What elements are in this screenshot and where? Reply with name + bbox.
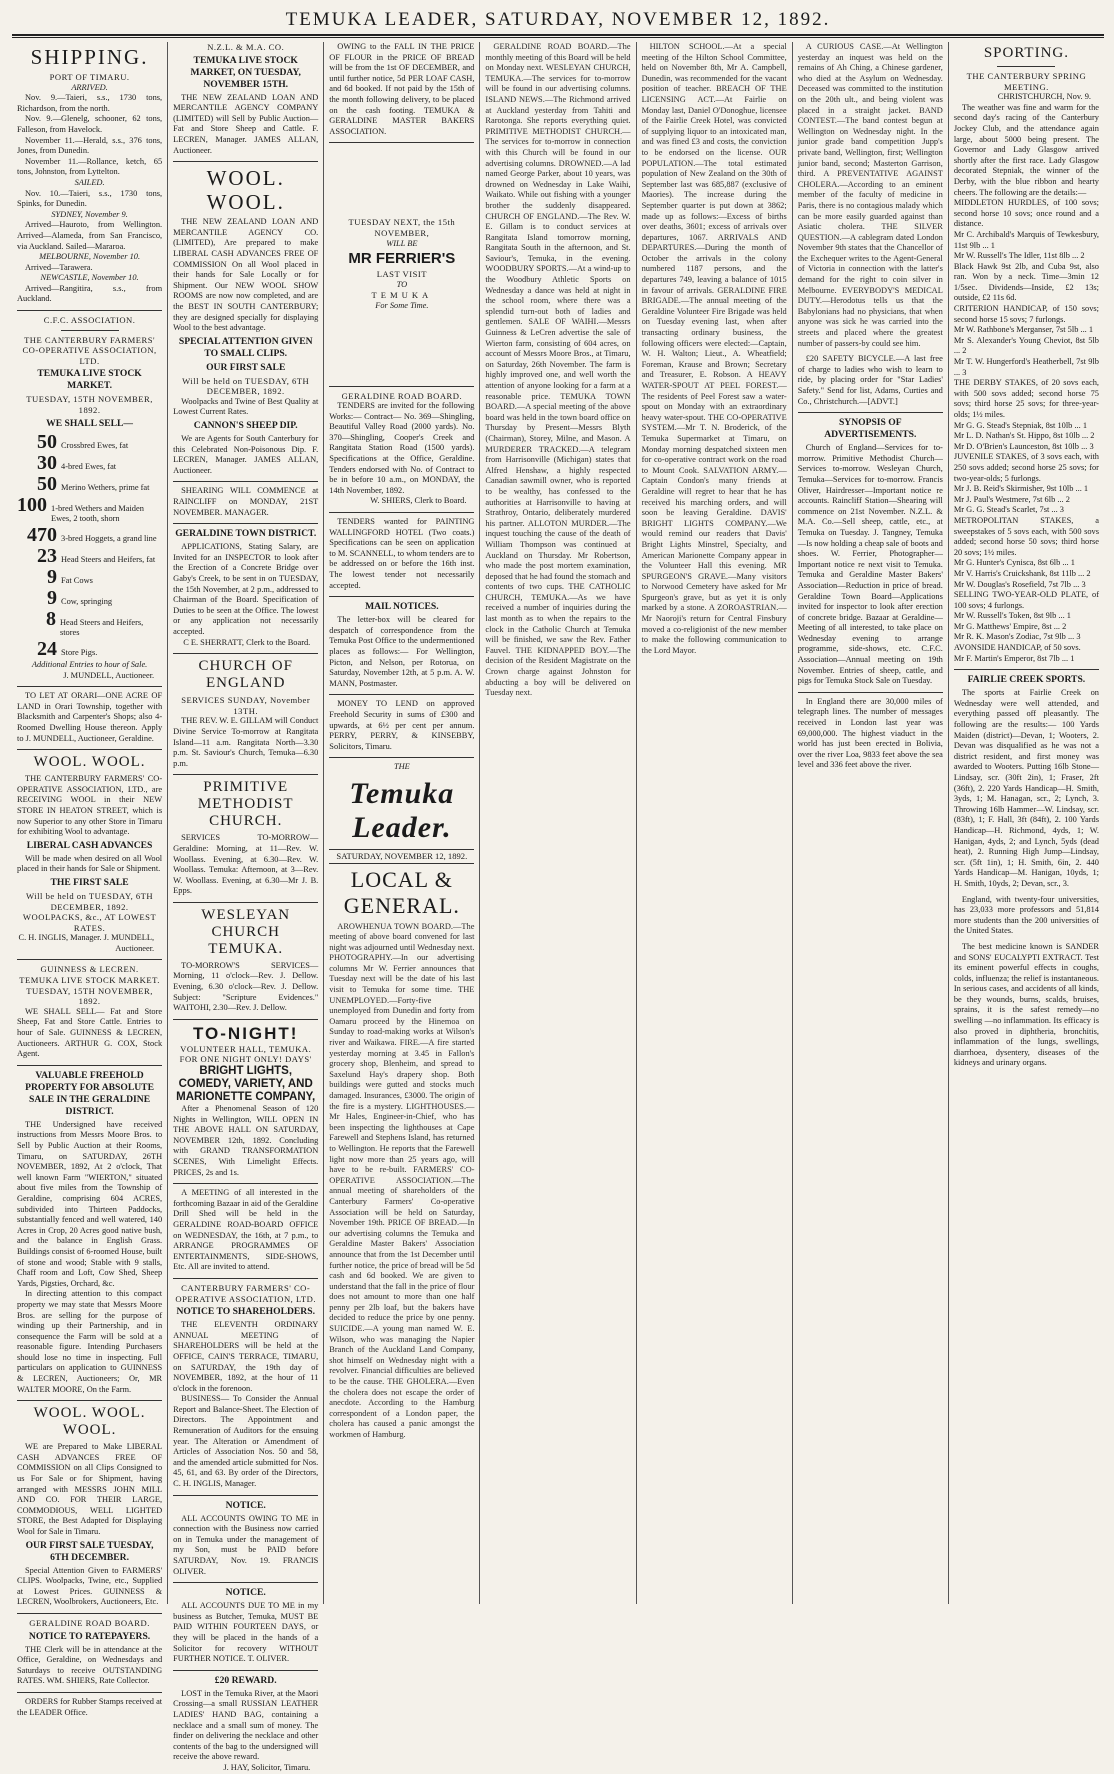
church-heading: CHURCH OF ENGLAND [198,658,293,692]
divider [17,749,162,750]
newspaper-nameplate: Temuka Leader. [349,776,455,844]
race-line: Mr C. Archibald's Marquis of Tewkesbury, 11st 9lb ... 1 [953,229,1099,250]
tonight-heading: TO-NIGHT! [192,1023,299,1043]
nzl-heading: N.Z.L. & M.A. CO. [207,42,285,52]
additional-entries: Additional Entries to hour of Sale. [31,660,148,669]
port-heading: PORT OF TIMARU. [49,72,130,82]
sale-quantity: 9 [47,565,57,588]
divider [329,694,474,695]
bicycle-ad: £20 SAFETY BICYCLE.—A last free of charge to ladies who wish to learn to ride, by placing order for "Star Ladies' Safety." Send for list, Adams, Curties and Co., Christchurch.—[ADVT.] [797,354,943,406]
divider [173,161,318,162]
tenders-text: TENDERS are invited for the following Works:— Contract— No. 369—Shingling, Beautiful Valley Road (2000 yards). No. 370—Shingling, Cooper's Creek and Rangitata Station Road (1500 yards). Specifications at the Office, Geraldine. Tenders endorsed with No. of Contract to be in before 10 a.m., on MONDAY, the 14th November, 1892. [329,401,475,495]
ferrier-date: TUESDAY NEXT, the 15th NOVEMBER, [348,217,456,238]
race-results [954,198,1099,664]
sale-description: Crossbred Ewes, fat [61,440,129,450]
sale-description: 1-bred Wethers and Maiden Ewes, 2 tooth, shorn [51,503,144,524]
freehold-text-2: In directing attention to this compact property we may state that Messrs Moore Bros. are selling for the purpose of winding up their Partnership, and in consequence the Farm will be sold at a reasonable figure. Intending Purchasers should lose no time in inspecting. Full particulars on application to GUINNESS & LECREN, Auctioneers; Or, MR WALTER MOORE, On the Farm. [17,1289,163,1394]
race-line: CRITERION HANDICAP, of 150 sovs; second horse 15 sovs; 7 furlongs. [953,304,1099,324]
sporting-heading: SPORTING. [983,45,1070,61]
synopsis-heading: SYNOPSIS OF ADVERTISEMENTS. [824,417,917,441]
cfc-heading: CANTERBURY FARMERS' CO-OPERATIVE ASSOCIATION, LTD. [175,1282,317,1304]
bright-lights-text: After a Phenomenal Season of 120 Nights in Wellington, WILL OPEN IN THE ABOVE HALL ON SATURDAY, NOVEMBER 12th, 1892. Concluding with GRAND TRANSFORMATION SCENES, With Limelight Effects. PRICES, 2s and 1s. [173,1104,319,1177]
tonight-hall: VOLUNTEER HALL, TEMUKA. FOR ONE NIGHT ONLY! DAYS' [179,1043,312,1065]
road-board-heading: GERALDINE ROAD BOARD. [29,1617,150,1628]
divider [17,1065,162,1066]
painting-tender: TENDERS wanted for PAINTING WALLINGFORD HOTEL (Two coats.) Specifications can be seen on application to M. SCANNELL, to whom tenders are to be addressed on or before the 16th inst. The lowest tender not necessarily accepted. [329,517,475,590]
bright-lights-heading: BRIGHT LIGHTS, COMEDY, VARIETY, AND MARIONETTE COMPANY, [176,1065,316,1104]
column-6 [793,42,949,1604]
sale-item [17,639,162,660]
race-line: AVONSIDE HANDICAP, of 50 sovs. [953,643,1081,653]
columns-container [12,42,1104,1772]
spacer [329,147,474,217]
page-masthead: TEMUKA LEADER, SATURDAY, NOVEMBER 12, 1892. [285,9,831,30]
news-body: GERALDINE ROAD BOARD.—The monthly meeting of this Board will be held on Monday next. WESLEYAN CHURCH, TEMUKA.—The services for to-morrow will be found in our advertising columns. ISLAND NEWS.—The Richmond arrived at Auckland yesterday from Tahiti and Rarotonga. She reports everything quiet. PRIMITIVE METHODIST CHURCH.—The services for to-morrow in connection with this Church will be found in our advertising columns. DROWNED.—A lad named George Parker, about 10 years, was drowned on Wednesday in Lake Waihi, Waikato. While out fishing with a younger brother the suddenly disappeared. CHURCH OF ENGLAND.—The Rev. W. E. Gillam is to conduct services at Rangitata Island tomorrow morning, Rangitata South in the afternoon, and St. Saviour's, Temuka, in the evening. WOODBURY SPORTS.—At a wind-up to the Woodbury Athletic Sports on Wednesday a dance was held at night in the school room, where there was a splendid turn-out both of ladies and gentlemen. SALE OF WAIHI.—Messrs Guinness & LeCren advertise the sale of Wierton farm, consisting of 604 acres, on account of Messrs Moore Bros., at Timaru, on Saturday, 26th November. The farm is highly improved one, and well worth the attention of anyone looking for a farm at a reasonable price. TEMUKA TOWN BOARD.—A special meeting of the above board was held in the town board office on Thursday by Present—Messrs Blyth (Chairman), Storey, Milne, and Mason. A MURDERER TRACKED.—A telegram from Harrisonville (Michigan) states that Alfred Henshaw, a highly respected Canadian sawmill owner, who is reported to be wealthy, has confessed to the authorities at Harrisonville to having at Strathroy, Ontario, deliberately murdered his partner. ALLOTON MURDER.—The inquest touching the cause of the death of William Thompson was continued at Auckland on Thursday. Mr Robertson, who made the post mortem examination, deposed that he had found the stomach and contents of two cups. THE CATHOLIC CHURCH, TEMUKA.—As we have received a number of inquiries during the last month as to when the repairs to the clock in the Catholic Church at Temuka will be finished, we saw the Rev. Father Fauvel. THE KIDNAPPED BOY.—The decision of the Resident Magistrate on the Crown charge against Johnston for abducting a boy will be delivered on Tuesday next. [485,42,631,698]
ferrier-temuka: TEMUKA [371,290,433,301]
divider [798,412,943,413]
our-first-date: Will be held on TUESDAY, 6TH DECEMBER, 1892. [182,375,310,397]
sale-description: Merino Wethers, prime fat [61,482,150,492]
race-line: METROPOLITAN STAKES, a sweepstakes of 5 sovs each, with 500 sovs added; second horse 50 sovs; third horse 20 sovs; 1½ miles. [953,515,1099,557]
cfc-name: THE CANTERBURY FARMERS' CO-OPERATIVE ASSOCIATION, LTD. [22,334,157,366]
wool-heading: WOOL. WOOL. [33,754,146,771]
race-line: Mr L. D. Nathan's St. Hippo, 8st 10lb ... 2 [953,431,1095,441]
divider [329,596,474,597]
sale-description: 4-bred Ewes, fat [61,461,117,471]
money-ad: MONEY TO LEND on approved Freehold Security in sums of £300 and upwards, at 6½ per cent per annum. PERRY, PERRY, & KINSEBBY, Solicitors, Timaru. [329,699,475,751]
race-line: Mr W. Douglas's Rosefield, 7st 7lb ... 3 [953,579,1086,589]
our-first-sale: OUR FIRST SALE [206,361,286,373]
column-1 [12,42,168,1717]
sale-description: 3-bred Hoggets, a grand line [61,533,157,543]
divider [17,686,162,687]
newcastle-dateline: NEWCASTLE, November 10. [40,273,139,283]
wool2-heading: WOOL. WOOL. WOOL. [33,1405,146,1439]
arrival-item: Nov. 9.—Taieri, s.s., 1730 tons, Richardson, from the north. [17,93,163,113]
divider [954,669,1099,670]
reward-heading: £20 REWARD. [214,1674,277,1686]
divider [173,1495,318,1496]
arrived-label: ARRIVED. [71,82,108,92]
wool2-text: WE are Prepared to Make LIBERAL CASH ADVANCES FREE OF COMMISSION on all Clips Consigned to us For Sale or for Shipment, having arranged with MESSRS JOHN MILL AND CO. FOR THEIR LARGE, COMMODIOUS, WELL LIGHTED STORE, the Best Adapted for Displaying Wool for Sale in Timaru. [17,1442,163,1536]
divider [17,1692,162,1693]
will-be: WILL BE [386,238,418,248]
ratepayers-text: THE Clerk will be in attendance at the Office, Geraldine, on Wednesdays and Saturdays to receive OUTSTANDING RATES. WM. SHIERS, Rate Collector. [17,1644,163,1686]
notice-heading: NOTICE. [225,1499,266,1511]
spacer [329,312,474,382]
freehold-heading: VALUABLE FREEHOLD PROPERTY FOR ABSOLUTE SALE IN THE GERALDINE DISTRICT. [25,1069,154,1117]
sailed-label: SAILED. [74,177,105,187]
liberal-heading: LIBERAL CASH ADVANCES [26,839,153,851]
divider [173,653,318,654]
freehold-text: THE Undersigned have received instructions from Messrs Moore Bros. to Sell by Public Auction at their Rooms, Timaru, on SATURDAY, 26TH NOVEMBER, 1892, At 2 o'clock, That well known Farm "WIERTON," situated about five miles from the Township of Geraldine, comprising 604 ACRES, subdivided into Thirteen Paddocks, substantially fenced and well watered, 140 Acres in Crop, 20 Acres good native bush, and the balance in English Grass. Buildings consist of 6-roomed House, built of stone and wood; Stable with 9 stalls, Chaff room and Loft, Cow Shed, Sheep Yards, Pigsties, Orchard, &c. [17,1119,163,1288]
divider [17,959,162,960]
ferrier-to: TO [396,279,408,289]
divider [329,142,474,143]
will-sell: WE SHALL SELL— [46,417,134,429]
cannon-text: We are Agents for South Canterbury for this Celebrated Non-Poisonous Dip. F. LECREN, Manager. JAMES ALLAN, Auctioneer. [173,434,319,475]
notice2-text: ALL ACCOUNTS DUE TO ME in my business as Butcher, Temuka, MUST BE PAID WITHIN FOURTEEN DAYS, or they will be placed in the hands of a Solicitor for recovery WITHOUT FURTHER NOTICE. T. OLIVER. [173,1601,319,1664]
sale-quantity: 8 [45,607,56,630]
divider [329,386,474,387]
our-first-text: Special Attention Given to FARMERS' CLIPS. Woolpacks, Twine, etc., Supplied at Lowest Prices. GUINNESS & LECREN, Woolbrokers, Auctioneers, Etc. [17,1565,163,1607]
race-line: Mr W. Russell's Token, 8st 9lb ... 1 [953,611,1071,621]
race-line: Mr J. Paul's Westmere, 7st 6lb ... 2 [953,494,1070,504]
shearing-ad: SHEARING WILL COMMENCE at RAINCLIFF on MONDAY, 21ST NOVEMBER. MANAGER. [173,486,319,517]
sale-item [17,546,162,567]
sailed-item: Nov. 10.—Taieri, s.s., 1730 tons, Spinks, for Dunedin. [17,188,163,209]
divider [798,692,943,693]
divider [173,481,318,482]
sydney-dateline: SYDNEY, November 9. [51,209,128,219]
sale-description: Cow, springing [61,596,113,606]
special-attention: SPECIAL ATTENTION GIVEN TO SMALL CLIPS. [178,335,313,359]
sale-list [17,432,162,660]
our-first-sale: OUR FIRST SALE TUESDAY, 6TH DECEMBER. [25,1539,154,1563]
divider [173,1019,318,1020]
sydney-text: Arrived—Hauroto, from Wellington. Arrived—Alameda, from San Francisco, via Auckland. Sailed—Mararoa. [17,220,163,251]
column-4 [480,42,636,1604]
race-line: Mr S. Alexander's Young Cheviot, 8st 5lb ... 2 [953,335,1099,356]
divider [17,310,162,311]
woolpacks-line: WOOLPACKS, &c., AT LOWEST RATES. [22,912,157,933]
divider [329,757,474,758]
telegraph-text: In England there are 30,000 miles of telegraph lines. The number of messages received in London last year was 69,000,000. The highest viaduct in the world has just been erected in Bolivia, over the river Loa, 9833 feet above the sea level and 336 feet above the river. [797,696,943,770]
rubber-stamps-ad: ORDERS for Rubber Stamps received at the LEADER Office. [17,1696,163,1717]
sale-quantity: 9 [47,586,57,609]
race-line: Mr W. Rathbone's Merganser, 7st 5lb ... 1 [953,325,1094,335]
road-board-heading: GERALDINE ROAD BOARD. [341,390,463,401]
race-line: Mr V. Harris's Cruickshank, 8st 11lb ... 2 [953,568,1091,578]
sherratt-signature: C E. SHERRATT, Clerk to the Board. [183,637,311,647]
nameplate-the: THE [393,762,410,772]
column-3 [324,42,480,1604]
issue-dateline: SATURDAY, NOVEMBER 12, 1892. [329,849,474,864]
sale-item [17,525,162,546]
arrival-item: Nov. 9.—Glenelg, schooner, 62 tons, Falleson, from Havelock. [17,114,163,134]
spring-meeting-heading: THE CANTERBURY SPRING MEETING. [966,71,1087,92]
nzl-text: THE NEW ZEALAND LOAN AND MERCANTILE AGENCY COMPANY (LIMITED) will Sell by Public Auction— Fat and Store Sheep and Cattle. F. LECREN, Manager. JAMES ALLAN, Auctioneer. [173,92,319,155]
shiers-signature: W. SHIERS, Clerk to Board. [370,496,467,506]
local-general-heading: LOCAL & GENERAL. [343,866,460,918]
sale-description: Head Steers and Heifers, stores [59,617,144,638]
sale-quantity: 470 [27,523,57,546]
sale-quantity: 50 [37,472,57,495]
liberal-text: Will be made when desired on all Wool placed in their hands for Sale or Shipment. [17,853,163,874]
primitive-text: SERVICES TO-MORROW— Geraldine: Morning, at 11—Rev. W. Woollass. Evening, at 6.30—Rev. W. Woollass. Temuka: Afternoon, at 3—Rev. W. Woollass. Evening, at 6.30—Mr J. B. Epps. [173,833,319,896]
race-line: SELLING TWO-YEAR-OLD PLATE, of 100 sovs; 4 furlongs. [953,590,1099,610]
sale-description: Fat Cows [61,575,93,585]
divider [173,1670,318,1671]
church-text: THE REV. W. E. GILLAM will Conduct Divine Service To-morrow at Rangitata Island—11 a.m. Rangitata North—3.30 p.m. St. Saviour's Church, Temuka—6.30 p.m. [173,716,319,768]
fairlie-heading: FAIRLIE CREEK SPORTS. [967,674,1086,686]
race-line: Mr W. Russell's The Idler, 11st 8lb ... 2 [953,251,1085,261]
column-2 [168,42,324,1772]
inglis-signature: C. H. INGLIS, Manager. J. MUNDELL, Auctioneer. [18,933,155,953]
race-line: Mr G. Hunter's Cynisca, 8st 6lb ... 1 [953,558,1075,568]
race-line: Mr R. K. Mason's Zodiac, 7st 9lb ... 3 [953,632,1081,642]
cfc-heading: C.F.C. ASSOCIATION. [43,315,136,326]
sale-quantity: 24 [37,638,57,660]
sale-item [17,567,162,588]
news-body: A CURIOUS CASE.—At Wellington yesterday an inquest was held on the remains of Ah Ching, a Chinese gardener, who died at the Asylum on Wednesday. Deceased was committed to the institution on the 20th ult., and being violent was placed in a straight jacket. BAND CONTEST.—The band contest begun at Wellington on Wednesday night. In the junior grade band competition Jupp's private band, Wellington, first; Wellington junior band, second; Masterton Garrison, third. A PREVENTATIVE AGAINST CHOLERA.—According to an eminent member of the faculty of medicine in Paris, there is no contagious malady which can be more easily guarded against than Asiatic cholera. THE SILVER QUESTION.—A cablegram dated London November 9th states that the Chancellor of the Exchequer writes to the Agent-General of Victoria in connection with the latter's demand for the right to coin silver in Melbourne. EVERYBODY'S MEDICAL DUTY.—Herodotus tells us that the Babylonians had no physicians, that when anyone was sick he was carried into the streets and placed where the greatest number of passers-by could see him. [797,42,943,348]
wool-text: THE NEW ZEALAND LOAN AND MERCANTILE AGENCY CO. (LIMITED), Are prepared to make LIBERAL CASH ADVANCES FREE OF COMMISSION On all Wool placed in their hands for Sale Locally or for Shipment. Our NEW WOOL SHOW ROOMS are now now completed, and are the BEST IN SOUTH CANTERBURY; they are designed specially for displaying Wool to the best advantage. [173,217,319,333]
race-line: MIDDLETON HURDLES, of 100 sovs; second horse 10 sovs; once round and a distance. [953,198,1099,229]
divider [173,902,318,903]
sale-item [17,588,162,609]
eucalypti-ad: The best medicine known is SANDER and SONS' EUCALYPTI EXTRACT. Test its eminent powerful effects in coughs, colds, influenza; the relief is instantaneous. In serious cases, and accidents of all kinds, be they wounds, burns, scalds, bruises, sprains, it is the safest remedy—no swelling —no inflammation. Its efficacy is also proved in diphtheria, bronchitis, inflammation of the lungs, swellings, diarrhoea, dysentery, diseases of the kidneys and urinary organs. [953,941,1099,1068]
nzl-market: TEMUKA LIVE STOCK MARKET, ON TUESDAY, NOVEMBER 15TH. [190,54,301,90]
church-services: SERVICES SUNDAY, November 13TH. [181,695,311,716]
sale-quantity: 100 [17,493,47,516]
synopsis-text: Church of England—Services for to-morrow. Primitive Methodist Church—Services to-morrow. Wesleyan Church, Temuka—Services for to-morrow. Francis Oliver, Hairdresser—Important notice re accounts. Raincliff Station—Shearing will commence on 21st November. N.Z.L. & M.A. Co.—Sell sheep, cattle, etc., at Temuka on Tuesday. J. Tangney, Temuka—Is now holding a cheap sale of boots and shoes. W. Ferrier, Photographer—Important notice re next visit to Temuka. Temuka and Geraldine Master Bakers' Association—Reduction in price of bread. Geraldine Town Board—Applications invited for inspector to look after erection of concrete bridge. Bazaar at Geraldine—Meeting of all interested, to take place on Wednesday evening to arrange programme, side-shows, etc. C.F.C. Association—Annual meeting on 19th November. Entries of sheep, cattle, and pigs for Temuka Stock Sale on Tuesday. [797,443,943,686]
ratepayers-heading: NOTICE TO RATEPAYERS. [28,1630,151,1642]
wesleyan-heading: WESLEYAN CHURCH TEMUKA. [201,906,291,957]
race-line: Mr G. Matthews' Empire, 8st ... 2 [953,621,1067,631]
sale-quantity: 23 [37,544,57,567]
divider [173,774,318,775]
notice2-heading: NOTICE. [225,1587,266,1599]
sale-item [17,609,162,639]
eleventh-meeting: THE ELEVENTH ORDINARY ANNUAL MEETING of SHAREHOLDERS will be held at the OFFICE, CAIN'S TERRACE, TIMARU, on SATURDAY, the 19th day of NOVEMBER, 1892, at the hour of 11 o'clock in the forenoon. [173,1320,319,1393]
melbourne-dateline: MELBOURNE, November 10. [39,252,141,262]
melbourne-text: Arrived—Tarawera. [25,262,93,272]
column-7 [949,42,1104,1604]
sale-item [17,432,162,453]
fairlie-text: The sports at Fairlie Creek on Wednesday were well attended, and everything passed off pleasantly. The following are the results:— 100 Yards Maiden (district)—Devan, 1; Wooters, 2. Devan was disqualified as he was not a district resident, and first money was awarded to Wooters. Putting 16lb Stone—Lindsay, scr. (30ft 2in), 1; Fraser, 2ft (36ft), 2. 220 Yards Handicap—H. Smith, 3yds, 1; M. Hanagan, scr., 2; Lynch, 3. Throwing 16lb Hammer—W. Lindsay, scr. (83ft), 1; F. Hall, 3ft (84ft), 2. 100 Yards Handicap—H. Richmond, 4yds, 1; W. Hanigan, 4yds, 2; and Lynch, 5yds (dead heat), 2. Running High Jump—Lindsay, scr. (5ft 1in), 1; H. Smith, 6in, 2. 440 Yards Handicap—M. Hanigan, 10yds, 1; H. Smith, 10yds, 2; Devan, scr., 3. [953,688,1099,888]
sale-quantity: 50 [37,430,57,453]
reward-text: LOST in the Temuka River, at the Maori Crossing—a small RUSSIAN LEATHER LADIES' HAND BAG, containing a necklace and a small sum of money. The finder on delivering the necklace and other contents of the bag to the undersigned will receive the above reward. [173,1688,319,1762]
cannon-heading: CANNON'S SHEEP DIP. [193,420,298,432]
to-let-ad: TO LET AT ORARI—ONE ACRE OF LAND in Orari Township, together with Blacksmith and Carpenter's Shops; also 4-Roomed Dwelling House thereon. Apply to J. MUNDELL, Auctioneer, Geraldine. [17,691,163,743]
sale-description: Store Pigs. [61,648,98,657]
race-line: Mr D. O'Brien's Launceston, 8st 10lb ... 3 [953,441,1094,451]
news-body: HILTON SCHOOL.—At a special meeting of the Hilton School Committee, held on November 8th, Mr A. Campbell, Dunedin, was recommended for the vacant position of teacher. BREACH OF THE LICENSING ACT.—At Fairlie on Monday last, Daniel O'Donoghue, licensee of the Fairlie Creek Hotel, was convicted of supplying liquor to an intoxicated man, and was fined £3 and costs, the conviction to be endorsed on the license. OUR POPULATION.—The total estimated population of New Zealand on the 30th of September last was 685,887 (exclusive of Maories). The increase during the September quarter is put down at 3862; made up as follows:—Excess of births over deaths, 3601; excess of arrivals over departures, 1067. ARRIVALS AND DEPARTURES.—During the month of October the arrivals in the colony numbered 1187 persons, and the departures 749, leaving a balance of 1015 in favour of arrivals. GERALDINE FIRE BRIGADE.—The annual meeting of the Geraldine Volunteer Fire Brigade was held on Tuesday evening last, when after transacting ordinary business, the following officers were elected:—Captain, W. H. Walton; Lieut., A. Wheatfield; Foreman, Krause and Brown; Secretary and Treasurer, E. Robson. A HEAVY WATER-SPOUT AT PEEL FOREST.—The residents of Peel Forest saw a water-spout on Monday with an extraordinary heavy water-spout. THE CO-OPERATIVE SYSTEM.—Mr T. N. Broderick, of the Temuka Supermarket at Timaru, on Monday morning despatched sixteen men for co-operative contract work on the road to Mount Cook. SALVATION ARMY.—Captain Condon's many friends at Geraldine will regret to hear that he has received his marching orders, and will soon be leaving Geraldine. DAVIS' BRIGHT LIGHTS COMPANY.—We would remind our readers that Davis' Bright Lights Minstrel, Specialty, and American Marionette Company appear in the Volunteer Hall this evening. MR SPURGEON'S GRAVE.—Many visitors to Norwood Cemetery have asked for Mr Spurgeon's grave, but as yet it is only marked by a stone. A ZOROASTRIAN.—Mr Naoroji's return for Central Finsbury moved a co-religionist of the new member to make the following communication to the Lord Mayor. [641,42,787,655]
we-shall-sell-text: WE SHALL SELL— Fat and Store Sheep, Fat and Store Cattle. Entries to hour of Sale. GUINNESS & LECREN, Auctioneers. ARTHUR G. COX, Stock Agent. [17,1006,163,1059]
race-line: Mr F. Martin's Emperor, 8st 7lb ... 1 [953,653,1075,663]
divider [17,1400,162,1401]
notice-text: ALL ACCOUNTS OWING TO ME in connection with the Business now carried on in Temuka under the management of my Son, must be PAID before SATURDAY, Nov. 19. FRANCIS OLIVER. [173,1513,319,1576]
universities-text: England, with twenty-four universities, has 23,033 more professors and 51,814 more students than the 200 universities of the United States. [953,894,1099,936]
race-line: Mr G. G. Stead's Scarlet, 7st ... 3 [953,505,1064,515]
divider [173,1582,318,1583]
divider [173,1278,318,1279]
divider [17,1613,162,1614]
first-sale-heading: THE FIRST SALE [50,876,129,888]
arrival-item: November 11.—Rollance, ketch, 65 tons, Johnston, from Lyttelton. [17,156,163,177]
race-line: JUVENILE STAKES, of 3 sovs each, with 250 sovs added; second horse 25 sovs; for two-year-olds; 5 furlongs. [953,452,1099,483]
race-line: Mr G. G. Stead's Stepniak, 8st 10lb ... 1 [953,420,1088,430]
ferrier-name: MR FERRIER'S [348,250,456,268]
sale-quantity: 30 [37,451,57,474]
guinness-heading: GUINNESS & LECREN. [40,964,139,975]
woolpacks-text: Woolpacks and Twine of Best Quality at Lowest Current Rates. [173,396,319,417]
spring-intro: The weather was fine and warm for the second day's racing of the Canterbury Jockey Club, and the attendance again large, about 5000 being present. The Governor and Lady Glasgow arrived shortly after the first race. Lady Glasgow decorated Stepniak, the winner of the Derby, with the blue ribbon and hearty cheers. The following are the details:— [953,102,1099,197]
wesleyan-text: TO-MORROW'S SERVICES— Morning, 11 o'clock—Rev. J. Dellow. Evening, 6.30 o'clock—Rev. J. Dellow. Subject: "Scripture Evidences." WAITOHI, 2.30—Rev. J. Dellow. [173,960,319,1013]
town-district-text: APPLICATIONS, Stating Salary, are Invited for an INSPECTOR to look after the Erection of a Concrete Bridge over Gaby's Creek, to be sent in on TUESDAY, the 15th November, at 2 p.m., addressed to Chairman of the Board. Specification of Duties to be seen at the Office. The lowest or any application not necessarily accepted. [173,542,319,636]
divider [61,330,119,331]
divider [173,523,318,524]
town-district-heading: GERALDINE TOWN DISTRICT. [175,528,317,540]
last-visit: LAST VISIT [376,269,427,280]
race-line: Mr J. B. Reid's Skirmisher, 9st 10lb ... 1 [953,484,1089,494]
race-line: Mr T. W. Hungerford's Heatherbell, 7st 9lb ... 3 [953,357,1099,377]
market-title: TEMUKA LIVE STOCK MARKET. [37,368,142,392]
divider [329,512,474,513]
arrival-item: November 11.—Herald, s.s., 376 tons, Jones, from Dunedin. [17,135,163,156]
mail-text: The letter-box will be cleared for despatch of correspondence from the Temuka Post Office to the undermentioned places as follows:— For Wellington, Picton, and Nelson, per Rotorua, on Saturday, November 12th, at 5 p.m. A. W. MANN, Postmaster. [329,615,475,688]
shareholders-heading: NOTICE TO SHAREHOLDERS. [176,1306,315,1318]
market-date: TUESDAY, 15TH NOVEMBER, 1892. [26,394,153,416]
business-text: BUSINESS— To Consider the Annual Report and Balance-Sheet. The Election of Directors. The Appointment and Remuneration of Auditors for the ensuing year. The Alteration or Amendment of Articles of Association Nos. 50 and 58, and the amended article submitted for Nos. 45, 61, and 63. By order of the Directors, C. H. INGLIS, Manager. [173,1394,319,1489]
ferrier-for-some-time: For Some Time. [375,300,429,310]
first-sale-date: Will be held on TUESDAY, 6TH DECEMBER, 1892. [26,890,154,912]
wool-heading: WOOL. WOOL. [206,166,285,215]
divider [997,66,1055,67]
race-line: Black Hawk 9st 2lb, and Cuba 9st, also ran. Won by a neck. Time—3min 12 1/5sec. Dividends—Inside, £2 13s; outside, £2 11s 6d. [953,261,1099,303]
mail-heading: MAIL NOTICES. [365,601,439,613]
race-line: THE DERBY STAKES, of 20 sovs each, with 500 sovs added; second horse 75 sovs; third horse 25 sovs; for three-year-olds; 1½ miles. [953,378,1099,419]
market2-heading: TEMUKA LIVE STOCK MARKET. TUESDAY, 15TH NOVEMBER, 1892. [19,975,160,1007]
sale-item [17,495,162,525]
wool-text: THE CANTERBURY FARMERS' CO-OPERATIVE ASSOCIATION, LTD., are RECEIVING WOOL in their NEW STORE IN HEATON STREET, which is now Superior to any other Store in Timaru for exhibiting Wool to advantage. [17,774,163,837]
hay-signature: J. HAY, Solicitor, Timaru. [223,1762,311,1772]
mundell-signature: J. MUNDELL, Auctioneer. [63,670,155,680]
spring-dateline: CHRISTCHURCH, Nov. 9. [997,92,1091,102]
sale-item [17,474,162,495]
local-news-body: AROWHENUA TOWN BOARD.—The meeting of above board convened for last night was adjourned until Wednesday next. PHOTOGRAPHY.—In our advertising columns Mr W. Ferrier announces that Tuesday next will be the date of his last visit to Temuka for some time. THE UNEMPLOYED.—Forty-five unemployed from Dunedin and forty from Oamaru proceed by the Hinemoa on Sunday to road-making works at Wilson's river and Waikawa. FIRE.—A fire started yesterday morning at 3.45 in Fallon's grocery shop, Blenheim, and spread to Saxelund Hay's drapery shop. Both buildings were gutted and stocks much damaged. Insurances, £3000. The origin of the fire is a mystery. LIGHTHOUSES.—Mr Hales, Engineer-in-Chief, who has been inspecting the lighthouses at Cape Farewell and Stephens Island, has returned to Wellington. He reports that the Farewell light now more than 25 years ago, will have to be re-built. FARMERS' CO-OPERATIVE ASSOCIATION.—The annual meeting of shareholders of the Canterbury Farmers' Co-operative Association will be held on Saturday, November 19th. PRICE OF BREAD.—In our advertising columns the Temuka and Geraldine Master Bakers' Association announce that from the 1st December until further notice, the price of bread will be 5d cash and 6d booked. We are given to understand that the fall in the price of flour does not amount to more than one half penny per 2lb loaf, but the bakers have decided to reduce the price by one penny. SUICIDE.—A young man named W. E. Wilson, who was managing the Napier Branch of the Auckland Land Company, shot himself on Wednesday night with a revolver. Financial difficulties are believed to be the cause. THE GHOLERA.—Even the cholera does not escape the order of anecdote. According to the Hamburg correspondent of a London paper, the cholera has caused a panic amongst the workmen of Hamburg. [329,921,475,1439]
masthead-rule [12,34,1104,38]
sale-item [17,453,162,474]
column-5 [637,42,793,1604]
bazaar-meeting: A MEETING of all interested in the forthcoming Bazaar in aid of the Geraldine Drill Shed will be held in the GERALDINE ROAD-BOARD OFFICE on WEDNESDAY, the 16th, at 7 p.m., to ARRANGE PROGRAMMES OF ENTERTAINMENTS, SIDE-SHOWS, Etc. All are invited to attend. [173,1188,319,1272]
sale-description: Head Steers and Heifers, fat [61,554,156,564]
divider [173,1183,318,1184]
bread-price-ad: OWING to the FALL IN THE PRICE OF FLOUR in the PRICE OF BREAD will be from the 1st OF DECEMBER, and until further notice, 5d PER LOAF CASH, and 6d booked. If not paid by the 15th of the month following delivery, to be placed on the cash footing. TEMUKA & GERALDINE MASTER BAKERS ASSOCIATION. [329,42,475,136]
newcastle-text: Arrived—Rangitira, s.s., from Auckland. [17,283,163,304]
shipping-heading: SHIPPING. [30,45,149,69]
primitive-heading: PRIMITIVE METHODIST CHURCH. [197,779,294,830]
